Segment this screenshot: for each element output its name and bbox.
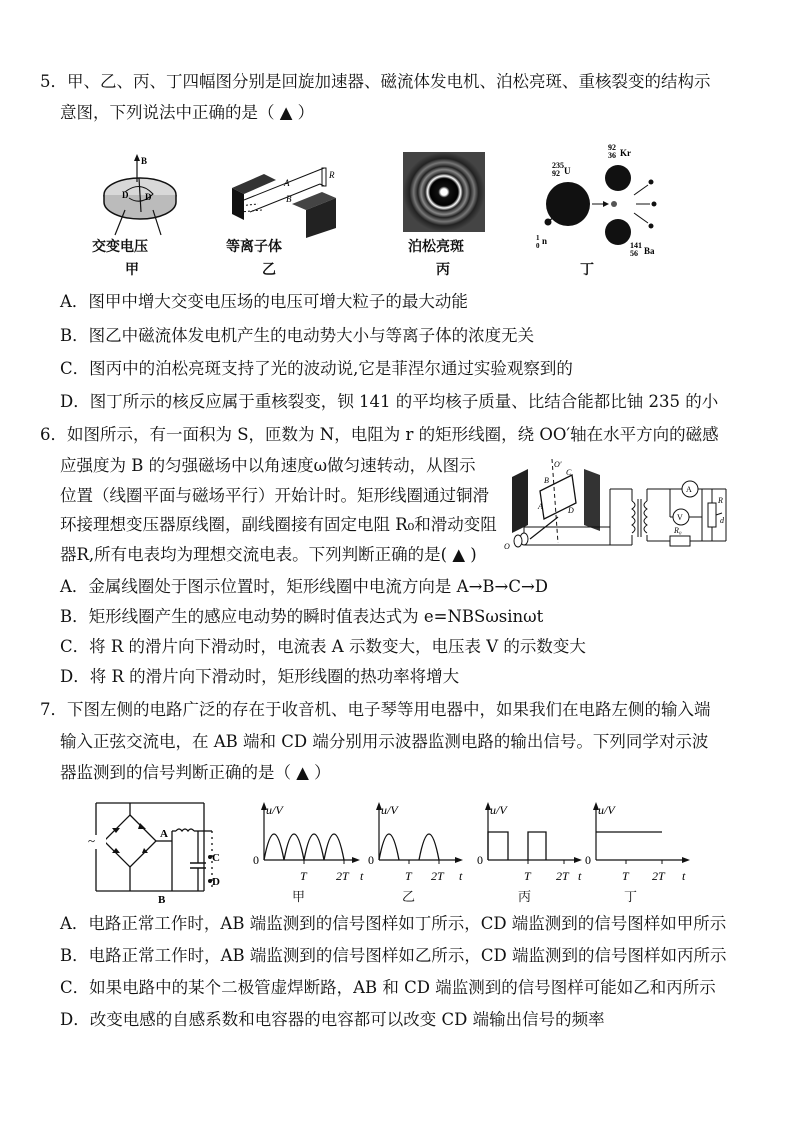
wave-bing-t1: T [524,869,531,883]
fission-u-symbol: U [564,166,571,176]
q5-fig4-name: 丁 [580,262,594,278]
fission-kr-symbol: Kr [620,148,631,158]
fission-n-symbol: n [542,236,548,246]
q6-generator-transformer-circuit [500,455,738,551]
q7-option-a: A．电路正常工作时，AB 端监测到的信号图样如丁所示，CD 端监测到的信号图样如甲所示 [60,914,727,933]
wave-bing-t2: 2T [556,869,569,883]
wave-jia-ylabel: u/V [266,803,283,817]
q7-option-c: C．如果电路中的某个二极管虚焊断路，AB 和 CD 端监测到的信号图样可能如乙和丙所示 [60,978,716,997]
mhd-label-a: A [284,178,290,188]
wave-jia-xlabel: t [360,869,364,883]
cyclotron-label-d2: D [145,192,152,202]
fission-ba-mass: 141 [630,241,642,250]
mhd-label-r: R [329,170,335,180]
wave-ding-xlabel: t [682,869,686,883]
q6-label-a: A [538,502,543,511]
q7-ac-symbol: ~ [88,833,96,848]
q6-label-r0: R₀ [674,526,682,535]
q5-figure-fission [530,140,670,260]
q5-option-a: A．图甲中增大交变电压场的电压可增大粒子的最大动能 [60,292,468,311]
fission-u-mass: 235 [552,161,564,170]
fission-kr-mass: 92 [608,143,616,152]
q6-stem-line-1: 6．如图所示，有一面积为 S，匝数为 N，电阻为 r 的矩形线圈，绕 OO′轴在水平方向的磁感 [40,425,719,444]
q6-label-o-prime: O′ [554,460,562,469]
q5-fig3-label: 泊松亮斑 [408,239,464,255]
q6-label-c: C [566,468,572,477]
q6-option-d: D．将 R 的滑片向下滑动时，矩形线圈的热功率将增大 [60,667,460,686]
q6-option-b: B．矩形线圈产生的感应电动势的瞬时值表达式为 e=NBSωsinωt [60,607,544,626]
q7-wave-ding-name: 丁 [624,890,638,905]
q6-option-a: A．金属线圈处于图示位置时，矩形线圈中电流方向是 A→B→C→D [60,577,549,596]
q7-wave-jia-name: 甲 [292,890,306,905]
wave-jia-t2: 2T [336,869,349,883]
q6-stem-line-3: 位置（线圈平面与磁场平行）开始计时。矩形线圈通过铜滑 [60,486,489,505]
q6-option-c: C．将 R 的滑片向下滑动时，电流表 A 示数变大，电压表 V 的示数变大 [60,637,586,656]
q5-fig2-name: 乙 [262,262,276,278]
q6-voltmeter-label: V [677,513,683,522]
fission-ba-symbol: Ba [644,246,655,256]
wave-ding-origin: 0 [585,853,591,867]
q5-figure-mhd-generator [224,160,354,240]
wave-ding-t2: 2T [652,869,665,883]
q6-stem-line-2: 应强度为 B 的匀强磁场中以角速度ω做匀速转动，从图示 [60,456,476,475]
q5-stem-line-1: 5．甲、乙、丙、丁四幅图分别是回旋加速器、磁流体发电机、泊松亮斑、重核裂变的结构示 [40,72,711,91]
fission-ba-charge: 56 [630,249,638,258]
q5-fig2-label: 等离子体 [226,239,282,255]
q6-label-slider-d: d [720,516,724,525]
fission-u-charge: 92 [552,169,560,178]
q5-option-c: C．图丙中的泊松亮斑支持了光的波动说,它是菲涅尔通过实验观察到的 [60,359,573,378]
q5-stem-line-2: 意图，下列说法中正确的是（ ▲ ） [60,103,315,122]
fission-n-charge: 0 [536,242,540,250]
cyclotron-label-d1: D [122,190,129,200]
q7-wave-jia [250,800,368,888]
q7-stem-line-2: 输入正弦交流电，在 AB 端和 CD 端分别用示波器监测电路的输出信号。下列同学对示波 [60,732,709,751]
cyclotron-label-b: B [141,156,148,166]
wave-jia-t1: T [300,869,307,883]
q7-wave-ding [582,800,696,888]
q6-label-o: O [504,542,510,551]
q5-figure-poisson-spot [403,152,485,232]
wave-bing-origin: 0 [477,853,483,867]
q7-wave-yi [365,800,469,888]
wave-ding-ylabel: u/V [598,803,615,817]
wave-yi-ylabel: u/V [381,803,398,817]
wave-jia-origin: 0 [253,853,259,867]
fission-n-mass: 1 [536,234,540,242]
wave-bing-xlabel: t [578,869,582,883]
q7-label-c: C [212,852,220,864]
q6-ammeter-label: A [686,485,692,494]
wave-yi-xlabel: t [459,869,463,883]
q5-fig3-name: 丙 [436,262,450,278]
q6-stem-line-4: 环接理想变压器原线圈，副线圈接有固定电阻 R₀和滑动变阻 [60,515,497,534]
q7-stem-line-3: 器监测到的信号判断正确的是（ ▲ ） [60,763,331,782]
q6-label-d: D [568,506,574,515]
q5-option-b: B．图乙中磁流体发电机产生的电动势大小与等离子体的浓度无关 [60,326,535,345]
wave-yi-t1: T [405,869,412,883]
q7-option-d: D．改变电感的自感系数和电容器的电容都可以改变 CD 端输出信号的频率 [60,1010,605,1029]
q7-wave-bing [474,800,586,888]
q7-wave-bing-name: 丙 [518,890,532,905]
q5-fig1-label: 交变电压 [92,239,148,255]
q5-option-d: D．图丁所示的核反应属于重核裂变，钡 141 的平均核子质量、比结合能都比铀 235 的小 [60,392,719,411]
wave-bing-ylabel: u/V [490,803,507,817]
q5-figure-cyclotron [95,150,190,240]
q7-stem-line-1: 7．下图左侧的电路广泛的存在于收音机、电子琴等用电器中，如果我们在电路左侧的输入端 [40,700,711,719]
q7-rectifier-circuit [86,795,222,907]
mhd-label-b: B [286,194,292,204]
q5-fig1-name: 甲 [125,262,139,278]
q7-label-a: A [160,828,168,840]
q6-stem-line-5: 器R,所有电表均为理想交流电表。下列判断正确的是( ▲ ) [60,545,477,564]
q7-option-b: B．电路正常工作时，AB 端监测到的信号图样如乙所示，CD 端监测到的信号图样如丙所示 [60,946,727,965]
q7-label-d: D [212,876,220,888]
q6-label-r: R [718,496,723,505]
wave-ding-t1: T [622,869,629,883]
fission-kr-charge: 36 [608,151,616,160]
wave-yi-t2: 2T [431,869,444,883]
q7-label-b: B [158,894,166,906]
q7-wave-yi-name: 乙 [402,890,416,905]
q6-label-b: B [544,476,549,485]
wave-yi-origin: 0 [368,853,374,867]
